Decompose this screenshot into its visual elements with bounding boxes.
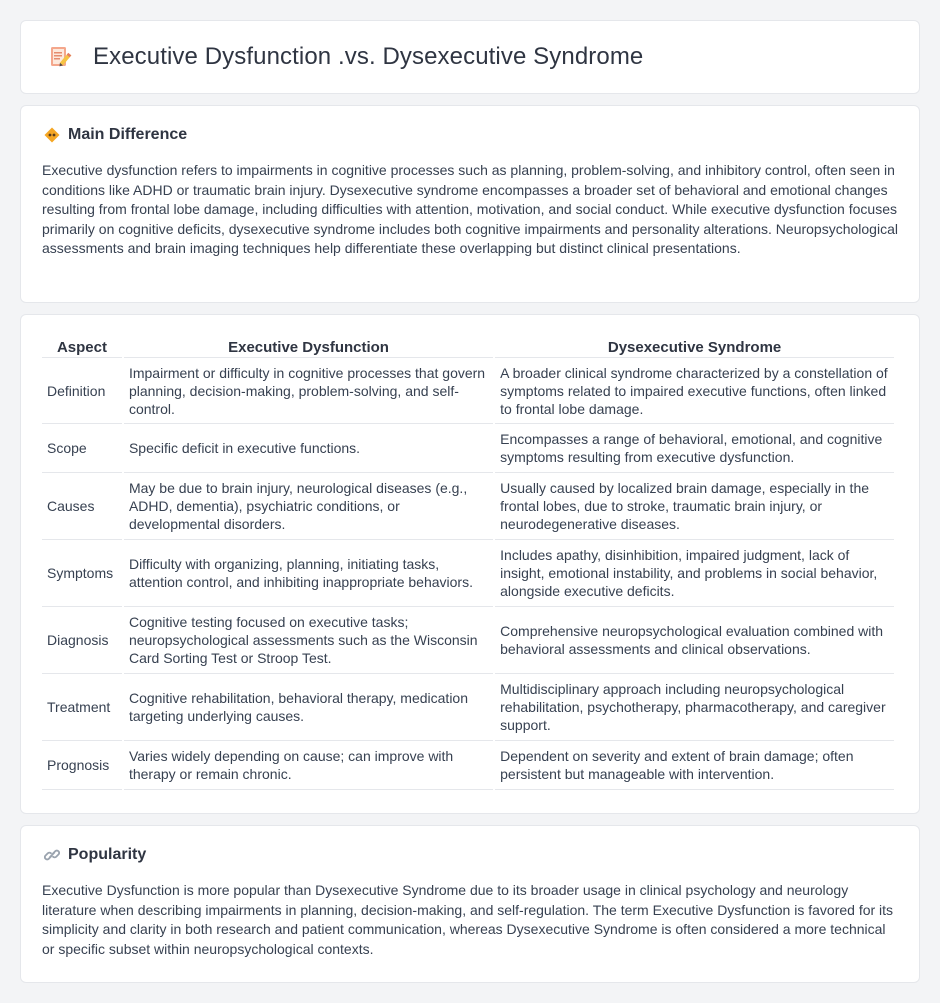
- row-dysexecutive-syndrome: Comprehensive neuropsychological evaluation combined with behavioral assessments and clinical observations.: [495, 607, 894, 674]
- row-aspect: Causes: [42, 473, 122, 540]
- link-icon: [44, 847, 60, 863]
- table-row: [42, 674, 894, 741]
- table-row: [42, 424, 894, 473]
- header-card: [20, 20, 920, 94]
- popularity-text: Executive Dysfunction is more popular than Dysexecutive Syndrome due to its broader usage in clinical psychology and neurology literature when describing impairments in planning, decision-making, and self-regulation. The term Executive Dysfunction is favored for its simplicity and clarity in both research and patient communication, whereas Dysexecutive Syndrome is often considered a more technical or specific subset within neuropsychological contexts.: [42, 882, 894, 957]
- row-aspect: Definition: [42, 358, 122, 424]
- row-aspect: Symptoms: [42, 540, 122, 607]
- main-difference-text: Executive dysfunction refers to impairments in cognitive processes such as planning, problem-solving, and inhibitory control, often seen in conditions like ADHD or traumatic brain injury. Dysexecutive syndrome encompasses a broader set of behavioral and emotional changes resulting from frontal lobe damage, including difficulties with attention, motivation, and social conduct. While executive dysfunction focuses primarily on cognitive deficits, dysexecutive syndrome includes both cognitive impairments and personality alterations. Neuropsychological assessments and brain imaging techniques help differentiate these overlapping but distinct clinical presentations.: [42, 162, 898, 256]
- table-header-row: [42, 333, 894, 358]
- popularity-title: Popularity: [68, 846, 147, 863]
- main-difference-section: [20, 105, 920, 303]
- row-dysexecutive-syndrome: Encompasses a range of behavioral, emotional, and cognitive symptoms resulting from executive dysfunction.: [495, 424, 894, 473]
- row-aspect: Treatment: [42, 674, 122, 741]
- row-aspect: Scope: [42, 424, 122, 473]
- row-dysexecutive-syndrome: A broader clinical syndrome characterized by a constellation of symptoms related to impaired executive functions, often linked to frontal lobe damage.: [495, 358, 894, 424]
- row-executive-dysfunction: Cognitive rehabilitation, behavioral therapy, medication targeting underlying causes.: [124, 674, 493, 741]
- page-title: Executive Dysfunction .vs. Dysexecutive Syndrome: [93, 43, 644, 70]
- row-dysexecutive-syndrome: Multidisciplinary approach including neuropsychological rehabilitation, psychotherapy, pharmacotherapy, and caregiver support.: [495, 674, 894, 741]
- row-executive-dysfunction: Impairment or difficulty in cognitive processes that govern planning, decision-making, problem-solving, and self-control.: [124, 358, 493, 424]
- row-executive-dysfunction: Varies widely depending on cause; can improve with therapy or remain chronic.: [124, 741, 493, 790]
- popularity-heading: [44, 846, 898, 864]
- header-aspect: Aspect: [42, 333, 122, 358]
- row-aspect: Diagnosis: [42, 607, 122, 674]
- popularity-section: [20, 825, 920, 983]
- row-dysexecutive-syndrome: Includes apathy, disinhibition, impaired judgment, lack of insight, emotional instability, and problems in social behavior, alongside executive deficits.: [495, 540, 894, 607]
- row-executive-dysfunction: Difficulty with organizing, planning, initiating tasks, attention control, and inhibiting inappropriate behaviors.: [124, 540, 493, 607]
- diamond-sign-icon: [44, 127, 60, 143]
- row-executive-dysfunction: Cognitive testing focused on executive tasks; neuropsychological assessments such as the Wisconsin Card Sorting Test or Stroop Test.: [124, 607, 493, 674]
- table-row: [42, 473, 894, 540]
- row-dysexecutive-syndrome: Usually caused by localized brain damage, especially in the frontal lobes, due to stroke, traumatic brain injury, or neurodegenerative diseases.: [495, 473, 894, 540]
- comparison-table: [40, 333, 896, 790]
- table-row: [42, 540, 894, 607]
- document-pencil-icon: [47, 44, 73, 70]
- comparison-table-card: [20, 314, 920, 814]
- header-executive-dysfunction: Executive Dysfunction: [124, 333, 493, 358]
- table-row: [42, 741, 894, 790]
- row-executive-dysfunction: Specific deficit in executive functions.: [124, 424, 493, 473]
- row-dysexecutive-syndrome: Dependent on severity and extent of brain damage; often persistent but manageable with intervention.: [495, 741, 894, 790]
- header-dysexecutive-syndrome: Dysexecutive Syndrome: [495, 333, 894, 358]
- table-row: [42, 607, 894, 674]
- main-difference-heading: [44, 126, 898, 144]
- row-aspect: Prognosis: [42, 741, 122, 790]
- main-difference-title: Main Difference: [68, 126, 188, 143]
- table-row: [42, 358, 894, 424]
- row-executive-dysfunction: May be due to brain injury, neurological diseases (e.g., ADHD, dementia), psychiatric conditions, or developmental disorders.: [124, 473, 493, 540]
